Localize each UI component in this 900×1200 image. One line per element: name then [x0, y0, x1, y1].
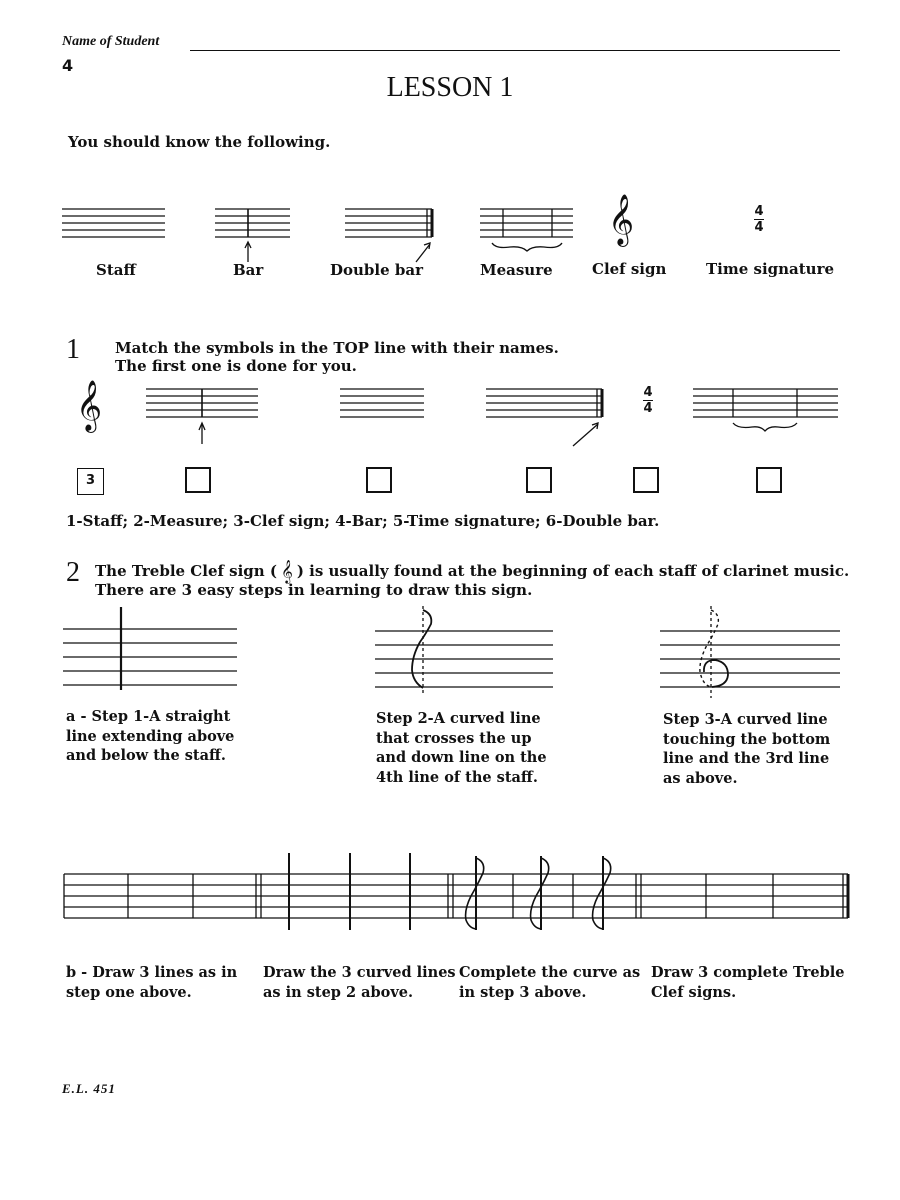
practice-2-line: Draw the 3 curved lines: [263, 964, 456, 981]
step-1-description: [66, 707, 234, 766]
staff-symbol: [62, 209, 165, 237]
step-3-line: Step 3-A curved line: [663, 711, 828, 728]
ex1-clef-icon: 𝄞: [76, 380, 103, 431]
step-2-description: [376, 709, 547, 787]
step-1-line: line extending above: [66, 727, 235, 745]
practice-4-line: Draw 3 complete Treble: [651, 964, 845, 981]
time-signature-bottom: 4: [754, 220, 764, 235]
lesson-title: LESSON 1: [386, 72, 514, 103]
answer-box-5[interactable]: [633, 467, 659, 493]
ex1-measure-symbol: [693, 389, 838, 431]
footer-code: E.L. 451: [62, 1081, 116, 1096]
exercise-2-line1: [95, 559, 850, 583]
bar-symbol: [215, 209, 290, 262]
practice-3-line: Complete the curve as: [459, 964, 641, 981]
exercise-2-line1-after: ) is usually found at the beginning of each staff of clarinet music.: [296, 562, 850, 580]
step-3-line: line and the 3rd line: [663, 750, 830, 767]
intro-text: You should know the following.: [68, 133, 331, 151]
answer-box-1[interactable]: 3: [77, 468, 104, 495]
practice-4-line: Clef signs.: [651, 984, 737, 1001]
name-of-student-line[interactable]: [190, 50, 840, 51]
measure-symbol: [480, 209, 573, 251]
exercise-1-number: 1: [66, 334, 80, 365]
step-1-line: and below the staff.: [66, 747, 226, 764]
name-of-student-label: Name of Student: [62, 34, 160, 49]
symbol-label-time-signature: Time signature: [706, 260, 835, 278]
ex1-time-signature-bottom: 4: [643, 401, 653, 416]
ex1-time-signature-top: 4: [643, 385, 653, 400]
practice-2-line: as in step 2 above.: [263, 984, 414, 1001]
inline-treble-clef-icon: 𝄞: [281, 559, 293, 583]
answer-box-2[interactable]: [185, 467, 211, 493]
page-number: 4: [62, 56, 74, 75]
practice-instruction-3: [459, 963, 640, 1003]
practice-instruction-4: [651, 963, 844, 1003]
exercise-2-line1-before: The Treble Clef sign (: [95, 562, 278, 580]
symbol-label-clef-sign: Clef sign: [592, 260, 667, 278]
exercise-1-key: 1-Staff; 2-Measure; 3-Clef sign; 4-Bar; 5-Time signature; 6-Double bar.: [66, 512, 660, 530]
step3-staff: [660, 606, 840, 698]
practice-instruction-1: [66, 963, 237, 1003]
step1-staff: [63, 607, 237, 690]
practice-instruction-2: [263, 963, 456, 1003]
time-signature-top: 4: [754, 204, 764, 219]
step2-staff: [375, 606, 553, 696]
step-2-line: that crosses the up: [376, 729, 532, 747]
answer-box-4[interactable]: [526, 467, 552, 493]
time-signature-symbol: [752, 205, 766, 234]
exercise-2-line2: There are 3 easy steps in learning to draw this sign.: [95, 581, 533, 599]
step-2-line: and down line on the: [376, 749, 547, 766]
step-3-line: as above.: [663, 769, 738, 787]
exercise-2-number: 2: [66, 557, 80, 588]
ex1-staff-symbol: [340, 389, 424, 417]
step-1-line: a - Step 1-A straight: [66, 708, 231, 725]
practice-3-line: in step 3 above.: [459, 984, 587, 1001]
symbol-label-staff: Staff: [96, 261, 136, 279]
ex1-time-signature: [641, 386, 655, 415]
symbol-label-measure: Measure: [480, 261, 553, 279]
practice-1-line: b - Draw 3 lines as in: [66, 964, 238, 981]
answer-box-3[interactable]: [366, 467, 392, 493]
practice-staff: [64, 853, 848, 930]
ex1-double-bar-symbol: [486, 389, 602, 446]
step-3-line: touching the bottom: [663, 730, 831, 748]
exercise-1-line1: Match the symbols in the TOP line with their names.: [115, 339, 559, 357]
symbol-label-bar: Bar: [233, 261, 264, 279]
answer-box-6[interactable]: [756, 467, 782, 493]
step-2-line: 4th line of the staff.: [376, 768, 538, 786]
ex1-bar-symbol: [146, 389, 258, 444]
step-2-line: Step 2-A curved line: [376, 710, 541, 727]
exercise-1-line2: The first one is done for you.: [115, 357, 357, 375]
practice-1-line: step one above.: [66, 984, 192, 1001]
clef-sign-icon: 𝄞: [608, 194, 635, 245]
double-bar-symbol: [345, 209, 432, 262]
symbol-label-double-bar: Double bar: [330, 261, 423, 279]
step-3-description: [663, 710, 830, 788]
